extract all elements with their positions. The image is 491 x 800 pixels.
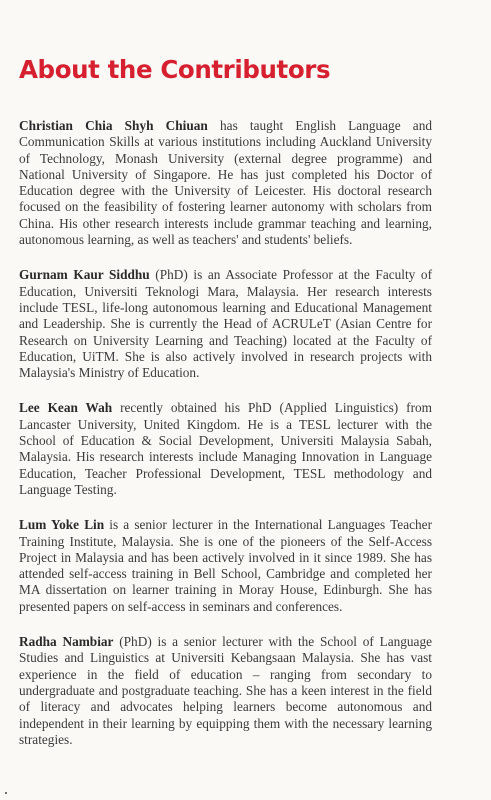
contributor-entry bbox=[19, 517, 432, 615]
contributor-entry bbox=[19, 267, 432, 381]
contributor-bio: recently obtained his PhD (Applied Linguistics) from Lancaster University, United Kingdom. He is a TESL lecturer with the School of Education & Social Development, Universiti Malaysia Sabah, Malaysia. His research interests include Managing Innovation in Language Education, Teacher Professional Development, TESL methodology and Language Testing. bbox=[19, 400, 432, 497]
contributor-entry bbox=[19, 634, 432, 748]
scan-speck bbox=[5, 792, 7, 794]
contributor-name: Christian Chia Shyh Chiuan bbox=[19, 118, 208, 133]
contributor-bio: has taught English Language and Communication Skills at various institutions including Auckland University of Technology, Monash University (external degree programme) and National University of Singapore. He has just completed his Doctor of Education degree with the University of Leicester. His doctoral research focused on the feasibility of fostering learner autonomy with scholars from China. His other research interests include grammar teaching and learning, autonomous learning, as well as teachers' and students' beliefs. bbox=[19, 118, 432, 248]
contributor-name: Lee Kean Wah bbox=[19, 400, 113, 416]
contributor-bio: is a senior lecturer in the International Languages Teacher Training Institute, Malaysia. She is one of the pioneers of the Self-Access Project in Malaysia and has been actively involved in it since 1989. She has attended self-access training in Bell School, Cambridge and completed her MA dissertation on learner training in Moray House, Edinburgh. She has presented papers on self-access in seminars and conferences. bbox=[19, 517, 432, 614]
contributor-entry bbox=[19, 400, 432, 498]
contributor-bio: (PhD) is a senior lecturer with the School of Language Studies and Linguistics at Universiti Kebangsaan Malaysia. She has vast experience in the field of education – ranging from secondary to undergraduate and postgraduate teaching. She has a keen interest in the field of literacy and advocates helping learners become autonomous and independent in their learning by equipping them with the necessary learning strategies. bbox=[19, 634, 432, 747]
page-title: About the Contributors bbox=[19, 55, 331, 84]
contributor-bio: (PhD) is an Associate Professor at the Faculty of Education, Universiti Teknologi Mara, Malaysia. Her research interests include TESL, life-long autonomous learning and Educational Management and Leadership. She is currently the Head of ACRULeT (Asian Centre for Research on University Learning and Teaching) located at the Faculty of Education, UiTM. She is also actively involved in research projects with Malaysia's Ministry of Education. bbox=[19, 267, 432, 381]
contributor-name: Gurnam Kaur Siddhu bbox=[19, 267, 150, 283]
contributor-entry bbox=[19, 118, 432, 248]
contributor-name: Lum Yoke Lin bbox=[19, 517, 105, 533]
contributor-name: Radha Nambiar bbox=[19, 634, 114, 650]
contributor-list bbox=[19, 118, 432, 767]
